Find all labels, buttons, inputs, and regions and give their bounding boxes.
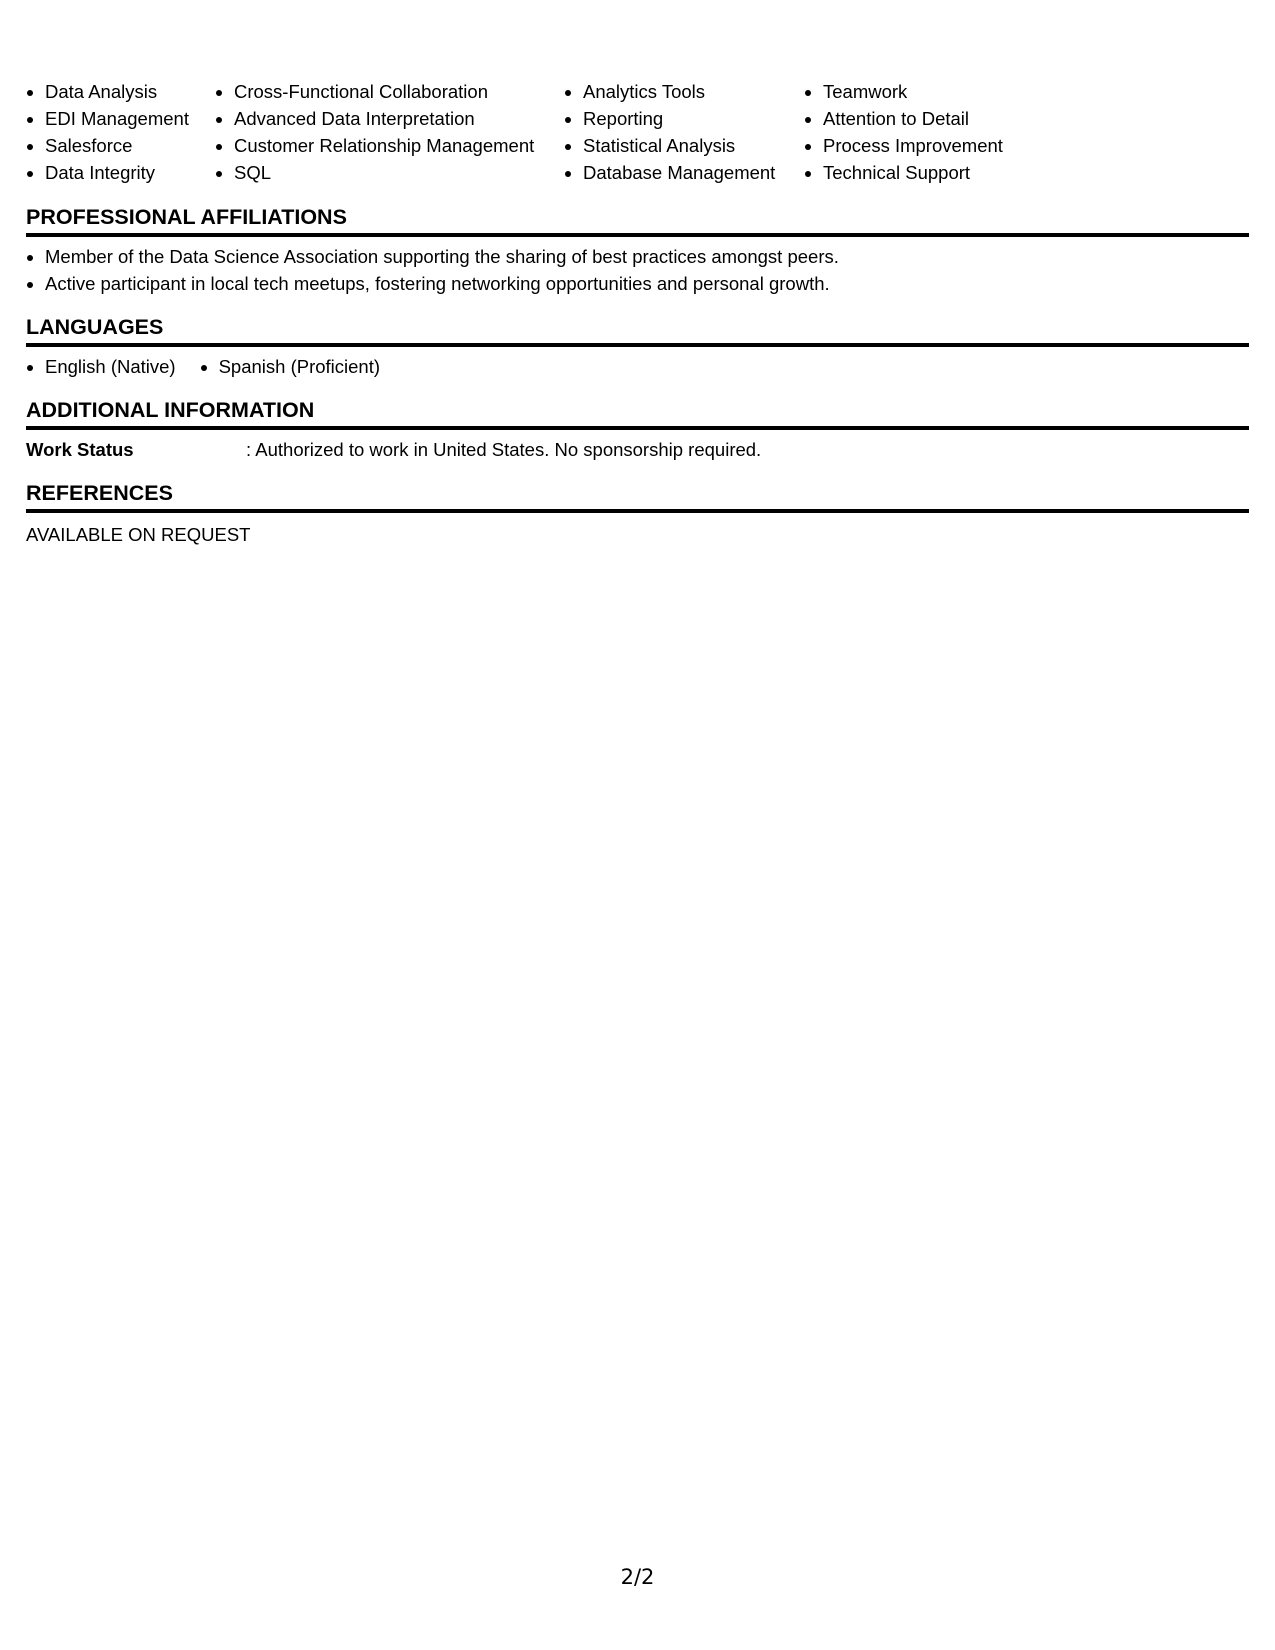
work-status-row: [26, 436, 1249, 463]
affiliations-list: [26, 243, 1249, 297]
references-text: AVAILABLE ON REQUEST: [26, 524, 251, 545]
language-item: • Spanish (Proficient): [219, 353, 380, 380]
skills-column-4: [804, 78, 1063, 186]
skill-item: • Analytics Tools: [583, 78, 804, 105]
list-item: • Active participant in local tech meetups, fostering networking opportunities and personal growth.: [45, 270, 1249, 297]
skill-item: • Reporting: [583, 105, 804, 132]
skill-item: • SQL: [234, 159, 564, 186]
skill-item: • Customer Relationship Management: [234, 132, 564, 159]
page-number: 2/2: [620, 1565, 655, 1589]
skill-item: • Teamwork: [823, 78, 1063, 105]
languages-list: [26, 353, 1249, 380]
skill-item: • Cross-Functional Collaboration: [234, 78, 564, 105]
skills-column-2: [215, 78, 564, 186]
skill-item: • Data Integrity: [45, 159, 215, 186]
references-heading: REFERENCES: [26, 479, 1249, 513]
skills-list: [26, 78, 1249, 186]
skills-column-3: [564, 78, 804, 186]
work-status-label: Work Status: [26, 439, 134, 460]
skill-item: • Database Management: [583, 159, 804, 186]
skill-item: • Data Analysis: [45, 78, 215, 105]
languages-heading: LANGUAGES: [26, 313, 1249, 347]
skill-item: • Salesforce: [45, 132, 215, 159]
skill-item: • Advanced Data Interpretation: [234, 105, 564, 132]
skill-item: • Process Improvement: [823, 132, 1063, 159]
skills-column-1: [26, 78, 215, 186]
list-item: • Member of the Data Science Association supporting the sharing of best practices amongst peers.: [45, 243, 1249, 270]
additional-info-heading: ADDITIONAL INFORMATION: [26, 396, 1249, 430]
work-status-value: : Authorized to work in United States. No sponsorship required.: [246, 439, 762, 460]
skill-item: • Statistical Analysis: [583, 132, 804, 159]
affiliations-heading: PROFESSIONAL AFFILIATIONS: [26, 203, 1249, 237]
resume-page: [26, 78, 1249, 548]
language-item: • English (Native): [45, 353, 176, 380]
skill-item: • Technical Support: [823, 159, 1063, 186]
skill-item: • Attention to Detail: [823, 105, 1063, 132]
skill-item: • EDI Management: [45, 105, 215, 132]
